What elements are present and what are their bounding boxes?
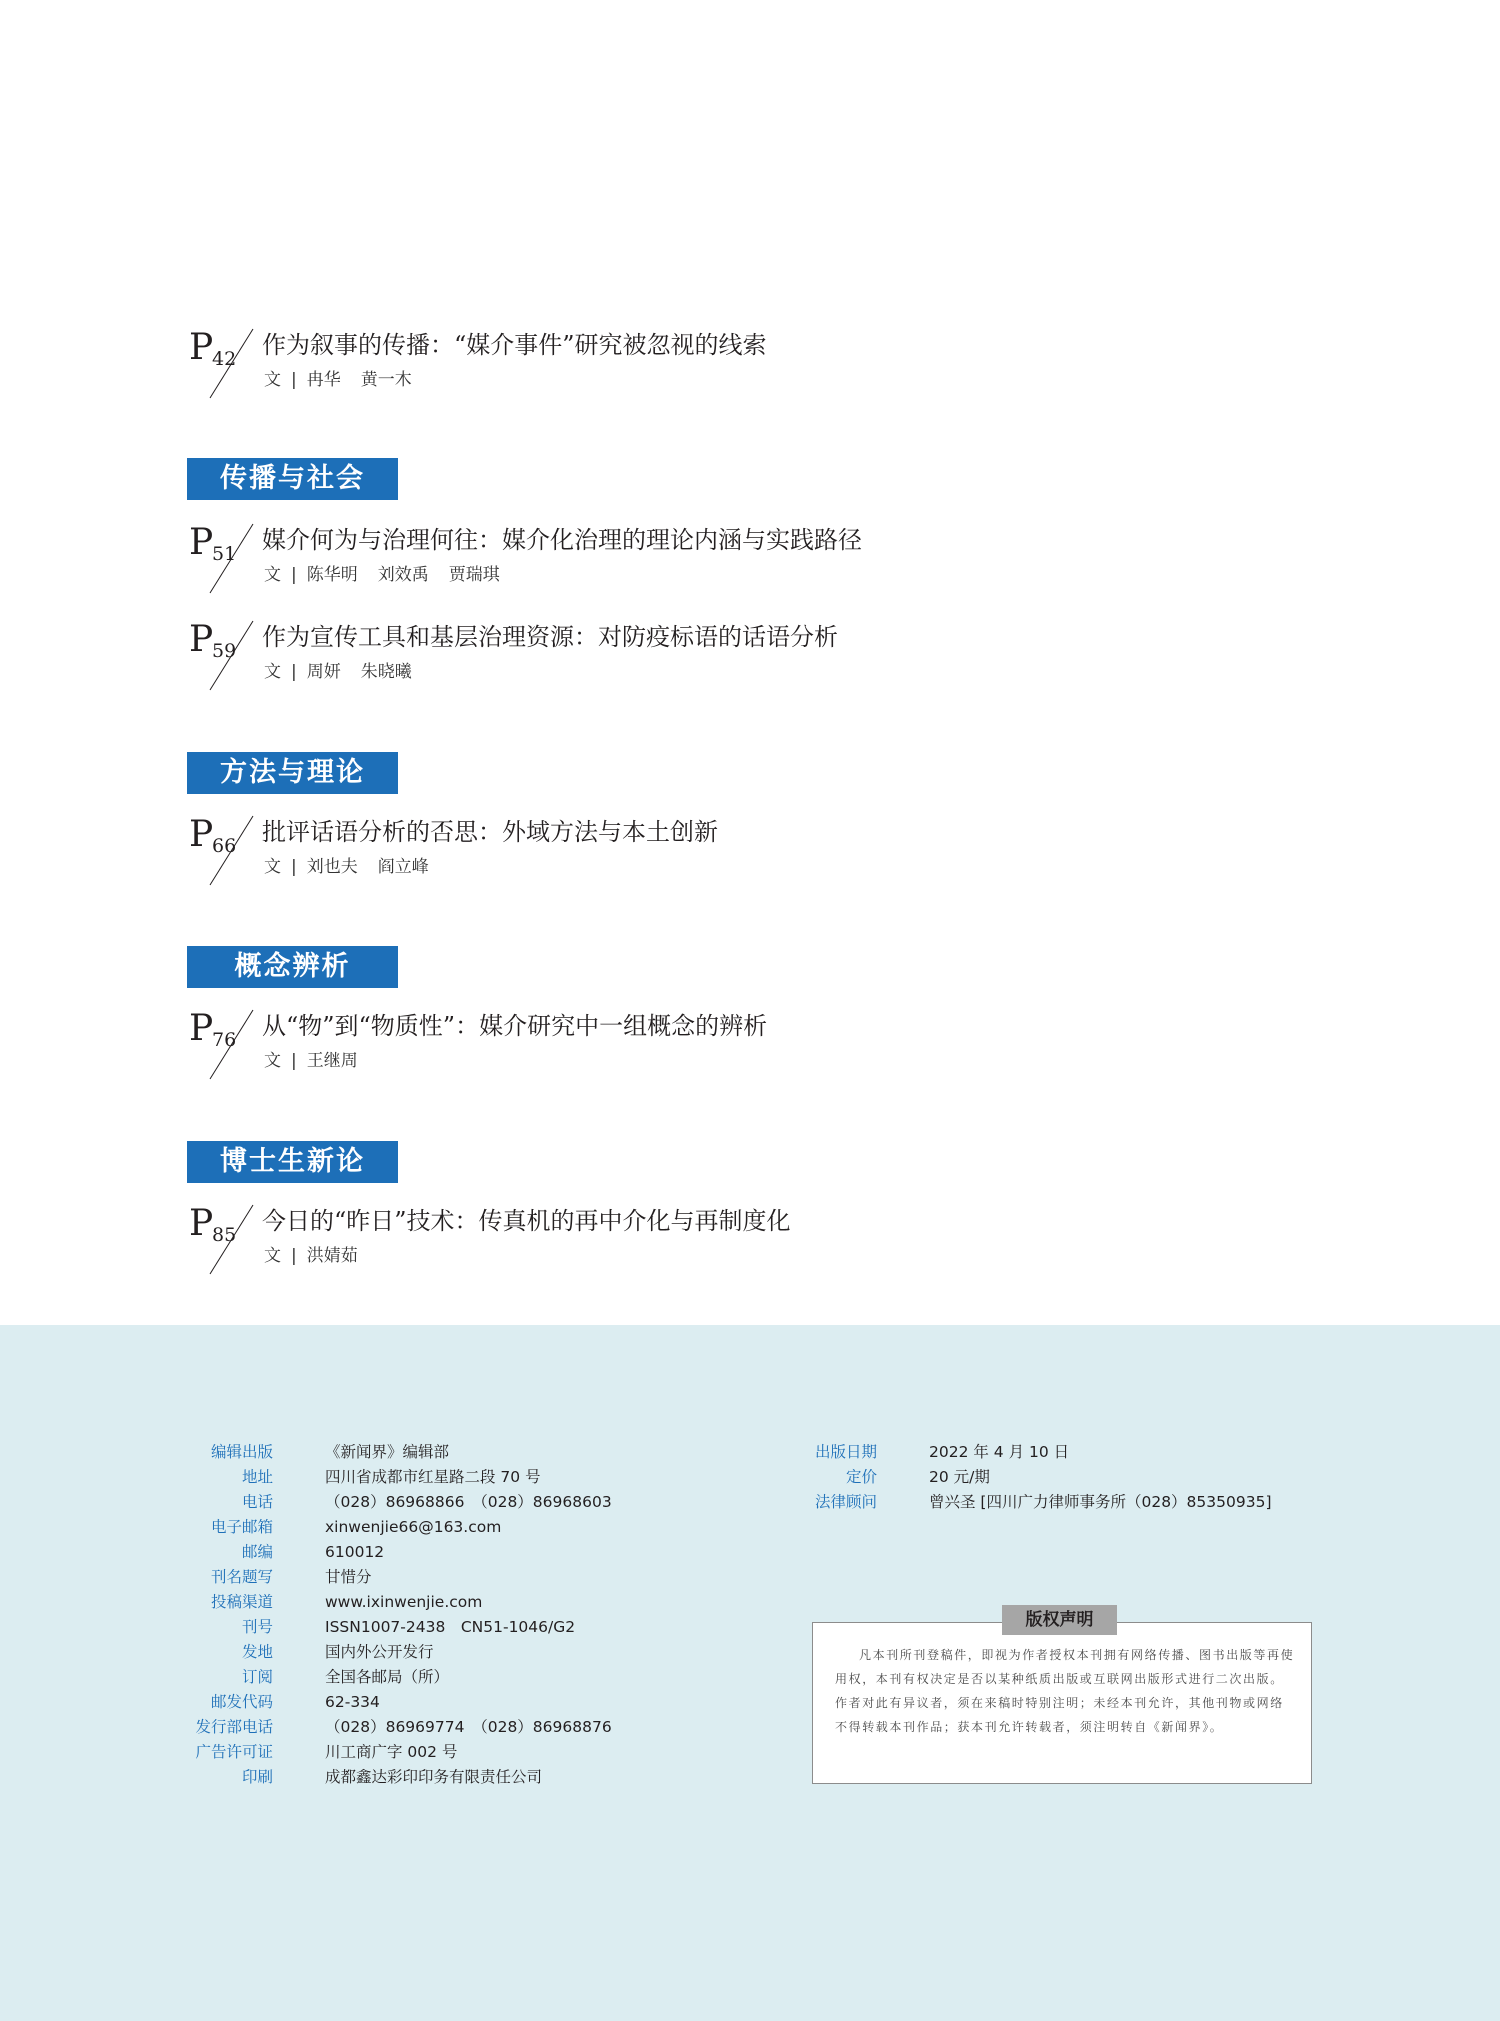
section-label: 方法与理论 <box>187 752 398 794</box>
page-number-mark <box>187 1202 257 1312</box>
info-row <box>0 1490 1400 1515</box>
article-authors <box>264 1244 378 1268</box>
info-row <box>0 1615 800 1640</box>
toc-entry[interactable] <box>187 813 1287 923</box>
info-label: 刊号 <box>241 1618 273 1636</box>
page-number-mark <box>187 521 257 631</box>
info-value: （028）86969774 （028）86968876 <box>325 1718 612 1736</box>
article-authors <box>264 660 432 684</box>
page-prefix: P <box>189 522 214 563</box>
slash-divider-icon <box>187 326 257 400</box>
section-label: 博士生新论 <box>187 1141 398 1183</box>
copyright-title: 版权声明 <box>1002 1605 1117 1635</box>
info-value: 川工商广字 002 号 <box>325 1743 458 1761</box>
author-name: 陈华明 <box>306 565 358 585</box>
article-title: 今日的“昨日”技术：传真机的再中介化与再制度化 <box>262 1207 791 1235</box>
author-name: 朱晓曦 <box>360 662 412 682</box>
info-value: 甘惜分 <box>325 1568 372 1586</box>
info-value: 曾兴圣 [四川广力律师事务所（028）85350935] <box>929 1493 1272 1511</box>
author-separator: | <box>291 857 297 877</box>
info-value: 20 元/期 <box>929 1468 990 1486</box>
page-prefix: P <box>189 327 214 368</box>
author-separator: | <box>291 565 297 585</box>
info-value: 62-334 <box>325 1693 380 1711</box>
info-label: 发行部电话 <box>195 1718 273 1736</box>
article-authors <box>264 368 432 392</box>
page-prefix: P <box>189 619 214 660</box>
info-row <box>0 1565 800 1590</box>
author-separator: | <box>291 370 297 390</box>
page-number: 59 <box>212 640 237 662</box>
info-row <box>0 1665 800 1690</box>
page-number: 42 <box>212 348 237 370</box>
info-row <box>0 1765 800 1790</box>
page-number-mark <box>187 813 257 923</box>
article-title: 批评话语分析的否思：外域方法与本土创新 <box>262 818 718 846</box>
section-label: 传播与社会 <box>187 458 398 500</box>
info-row <box>0 1440 1400 1465</box>
info-label: 广告许可证 <box>195 1743 273 1761</box>
toc-entry[interactable] <box>187 1007 1287 1117</box>
author-prefix: 文 <box>264 1246 281 1266</box>
info-row <box>0 1715 800 1740</box>
author-prefix: 文 <box>264 662 281 682</box>
info-label: 电子邮箱 <box>210 1518 273 1536</box>
info-value: （028）86968866 （028）86968603 <box>325 1493 612 1511</box>
page-number: 85 <box>212 1224 237 1246</box>
info-label: 发地 <box>241 1643 273 1661</box>
info-label: 邮编 <box>241 1543 273 1561</box>
toc-entry[interactable] <box>187 521 1287 631</box>
info-label: 电话 <box>241 1493 273 1511</box>
publication-info-panel <box>0 1325 1500 2021</box>
author-name: 周妍 <box>306 662 341 682</box>
article-title: 作为宣传工具和基层治理资源：对防疫标语的话语分析 <box>262 623 838 651</box>
author-separator: | <box>291 1246 297 1266</box>
info-label: 地址 <box>241 1468 273 1486</box>
info-label: 出版日期 <box>814 1443 877 1461</box>
article-title: 作为叙事的传播：“媒介事件”研究被忽视的线索 <box>262 331 767 359</box>
author-name: 王继周 <box>306 1051 358 1071</box>
page-number-mark <box>187 618 257 728</box>
toc-entry[interactable] <box>187 1202 1287 1312</box>
info-value: 成都鑫达彩印印务有限责任公司 <box>325 1768 543 1786</box>
copyright-text: 凡本刊所刊登稿件，即视为作者授权本刊拥有网络传播、图书出版等再使用权，本刊有权决定是否以某种纸质出版或互联网出版形式进行二次出版。作者对此有异议者，须在来稿时特别注明；未经本刊允许，其他刊物或网络不得转载本刊作品；获本刊允许转载者，须注明转自《新闻界》。 <box>835 1648 1295 1734</box>
website-link[interactable]: www.ixinwenjie.com <box>325 1593 483 1611</box>
author-prefix: 文 <box>264 370 281 390</box>
author-name: 冉华 <box>306 370 341 390</box>
page-number-mark <box>187 1007 257 1117</box>
page-number: 51 <box>212 543 237 565</box>
info-row <box>0 1465 1400 1490</box>
author-prefix: 文 <box>264 857 281 877</box>
info-row <box>0 1690 800 1715</box>
author-prefix: 文 <box>264 565 281 585</box>
toc-entry[interactable] <box>187 618 1287 728</box>
info-label: 印刷 <box>241 1768 273 1786</box>
toc-entry[interactable] <box>187 326 1287 436</box>
info-value: 四川省成都市红星路二段 70 号 <box>325 1468 541 1486</box>
email-link[interactable]: xinwenjie66@163.com <box>325 1518 502 1536</box>
slash-divider-icon <box>187 618 257 692</box>
info-label: 刊名题写 <box>210 1568 273 1586</box>
article-title: 从“物”到“物质性”：媒介研究中一组概念的辨析 <box>262 1012 768 1040</box>
info-label: 订阅 <box>241 1668 273 1686</box>
article-authors <box>264 563 520 587</box>
article-authors <box>264 855 449 879</box>
author-name: 阎立峰 <box>377 857 429 877</box>
copyright-notice-box <box>812 1622 1312 1784</box>
info-value: 《新闻界》编辑部 <box>325 1443 450 1461</box>
slash-divider-icon <box>187 813 257 887</box>
info-value: 全国各邮局（所） <box>325 1668 450 1686</box>
info-row <box>0 1515 800 1540</box>
article-authors <box>264 1049 378 1073</box>
info-row <box>0 1740 800 1765</box>
author-prefix: 文 <box>264 1051 281 1071</box>
page-prefix: P <box>189 1203 214 1244</box>
author-name: 黄一木 <box>360 370 412 390</box>
page-prefix: P <box>189 814 214 855</box>
info-label: 法律顾问 <box>814 1493 877 1511</box>
section-label: 概念辨析 <box>187 946 398 988</box>
article-title: 媒介何为与治理何往：媒介化治理的理论内涵与实践路径 <box>262 526 862 554</box>
author-name: 刘也夫 <box>306 857 358 877</box>
info-label: 编辑出版 <box>210 1443 273 1461</box>
info-label: 定价 <box>845 1468 877 1486</box>
page-number: 76 <box>212 1029 237 1051</box>
info-value: 2022 年 4 月 10 日 <box>929 1443 1070 1461</box>
info-row <box>0 1640 800 1665</box>
info-label: 邮发代码 <box>210 1693 273 1711</box>
page-number: 66 <box>212 835 237 857</box>
author-name: 刘效禹 <box>377 565 429 585</box>
info-value: 610012 <box>325 1543 385 1561</box>
author-separator: | <box>291 662 297 682</box>
info-value: ISSN1007-2438 CN51-1046/G2 <box>325 1618 576 1636</box>
author-name: 洪婧茹 <box>306 1246 358 1266</box>
page-prefix: P <box>189 1008 214 1049</box>
slash-divider-icon <box>187 521 257 595</box>
info-row <box>0 1590 800 1615</box>
slash-divider-icon <box>187 1007 257 1081</box>
info-label: 投稿渠道 <box>210 1593 273 1611</box>
author-separator: | <box>291 1051 297 1071</box>
info-value: 国内外公开发行 <box>325 1643 434 1661</box>
info-row <box>0 1540 800 1565</box>
publication-info-right <box>0 1440 1400 1515</box>
author-name: 贾瑞琪 <box>448 565 500 585</box>
slash-divider-icon <box>187 1202 257 1276</box>
page-number-mark <box>187 326 257 436</box>
